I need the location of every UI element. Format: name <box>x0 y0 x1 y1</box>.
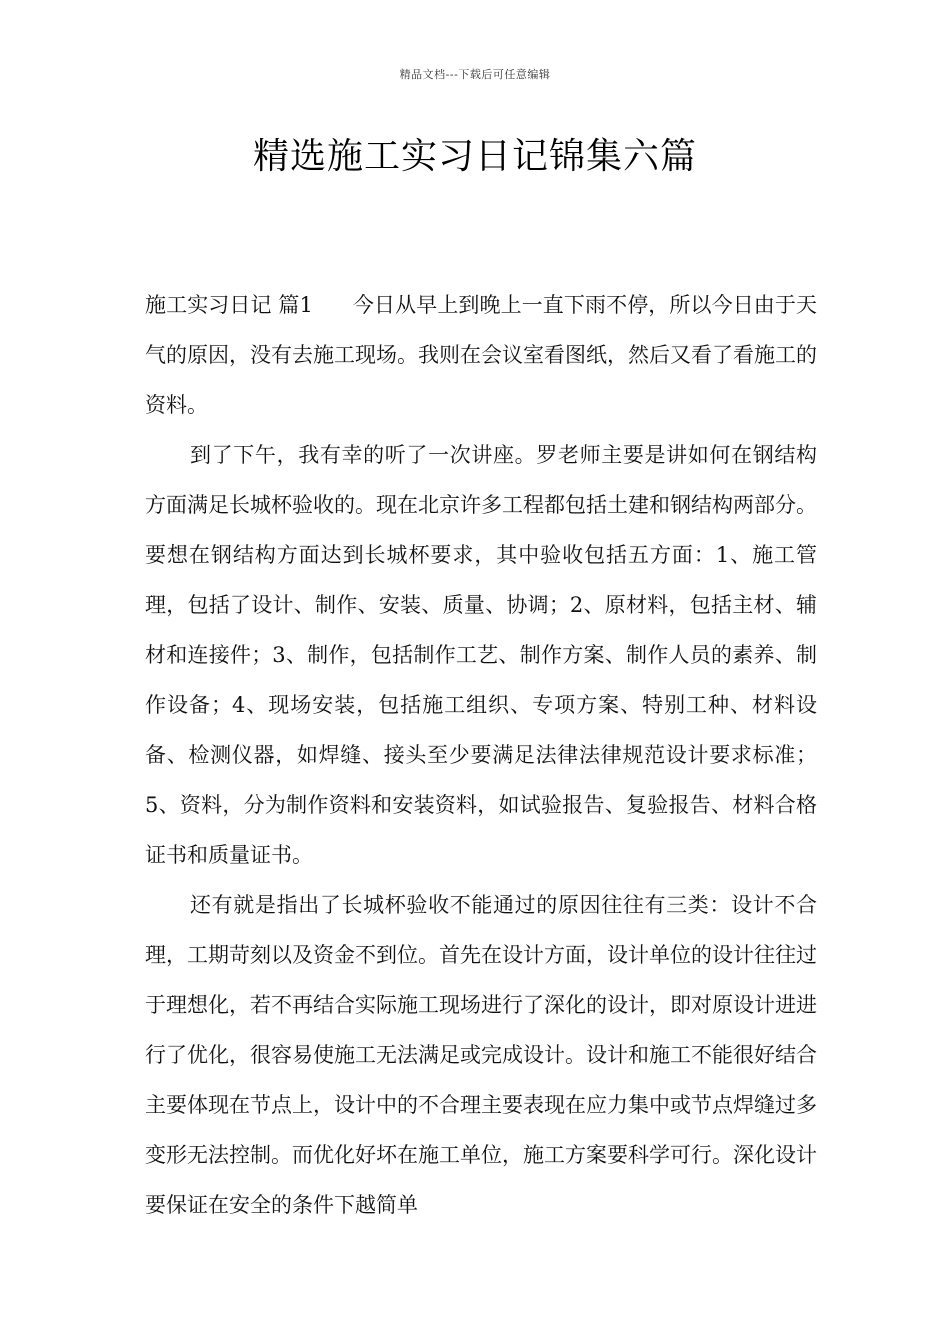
header-note: 精品文档---下载后可任意编辑 <box>399 68 551 81</box>
paragraph-1-text: 今日从早上到晚上一直下雨不停，所以今日由于天气的原因，没有去施工现场。我则在会议室看图纸，然后又看了看施工的资料。 <box>145 293 817 417</box>
paragraph-1 <box>145 280 817 430</box>
section-label: 施工实习日记 篇1 <box>145 293 313 317</box>
document-title: 精选施工实习日记锦集六篇 <box>252 136 697 177</box>
paragraph-3: 还有就是指出了长城杯验收不能通过的原因往往有三类：设计不合理，工期苛刻以及资金不到位。首先在设计方面，设计单位的设计往往过于理想化，若不再结合实际施工现场进行了深化的设计，即对原设计进进行了优化，很容易使施工无法满足或完成设计。设计和施工不能很好结合主要体现在节点上，设计中的不合理主要表现在应力集中或节点焊缝过多变形无法控制。而优化好坏在施工单位，施工方案要科学可行。深化设计要保证在安全的条件下越简单 <box>145 893 817 1217</box>
document-body <box>145 280 817 1230</box>
paragraph-2: 到了下午，我有幸的听了一次讲座。罗老师主要是讲如何在钢结构方面满足长城杯验收的。现在北京许多工程都包括土建和钢结构两部分。要想在钢结构方面达到长城杯要求，其中验收包括五方面：1、施工管理，包括了设计、制作、安装、质量、协调；2、原材料，包括主材、辅材和连接件；3、制作，包括制作工艺、制作方案、制作人员的素养、制作设备；4、现场安装，包括施工组织、专项方案、特别工种、材料设备、检测仪器，如焊缝、接头至少要满足法律法律规范设计要求标准；5、资料，分为制作资料和安装资料，如试验报告、复验报告、材料合格证书和质量证书。 <box>145 443 817 867</box>
